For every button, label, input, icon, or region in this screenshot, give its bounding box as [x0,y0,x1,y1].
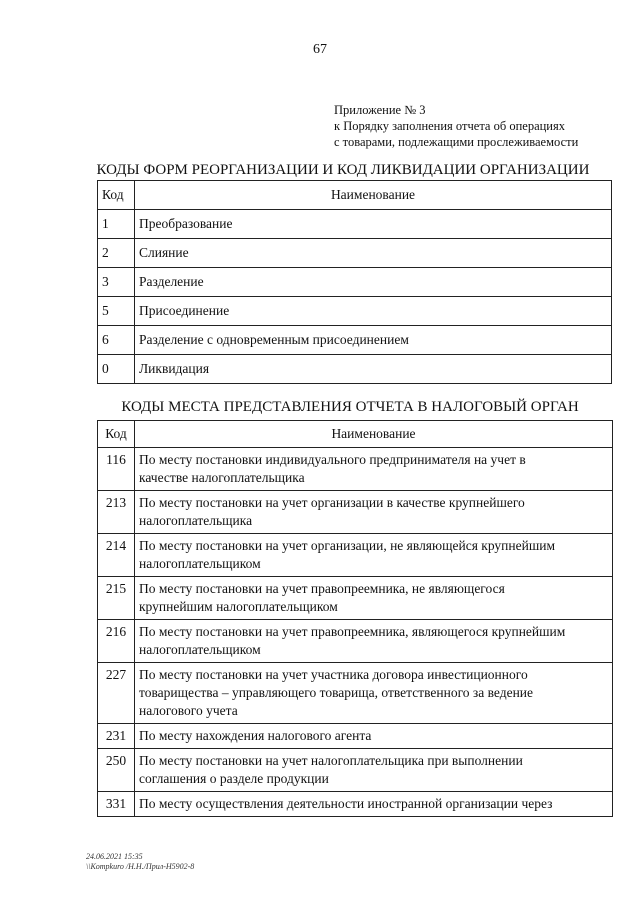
row-code: 213 [98,491,135,534]
row-name: Слияние [135,239,612,268]
row-code: 227 [98,663,135,724]
row-name [135,663,613,724]
table-row [98,326,612,355]
table-row [98,491,613,534]
table-row [98,210,612,239]
row-name: Ликвидация [135,355,612,384]
row-name-line: По месту постановки на учет участника договора инвестиционного [139,667,528,682]
row-code: 216 [98,620,135,663]
row-name-line: соглашения о разделе продукции [139,771,329,786]
row-code: 116 [98,448,135,491]
appendix-line-3: с товарами, подлежащими прослеживаемости [334,135,579,149]
footer-stamp [86,852,194,872]
table-row [98,268,612,297]
row-name-line: По месту осуществления деятельности иностранной организации через [139,796,553,811]
row-name [135,534,613,577]
table-row [98,792,613,817]
table2-title: КОДЫ МЕСТА ПРЕДСТАВЛЕНИЯ ОТЧЕТА В НАЛОГОВЫЙ ОРГАН [121,399,579,415]
row-name-line: качестве налогоплательщика [139,470,305,485]
header-name: Наименование [135,421,613,448]
table-row [98,239,612,268]
row-code: 250 [98,749,135,792]
header-name: Наименование [135,181,612,210]
row-name [135,491,613,534]
appendix-line-2: к Порядку заполнения отчета об операциях [334,119,565,133]
row-code: 231 [98,724,135,749]
row-name-line: По месту нахождения налогового агента [139,728,372,743]
table-row [98,577,613,620]
row-code: 1 [98,210,135,239]
row-code: 6 [98,326,135,355]
table-row [98,448,613,491]
row-code: 214 [98,534,135,577]
tax-office-place-codes-table [97,420,613,817]
row-name [135,749,613,792]
row-code: 0 [98,355,135,384]
row-code: 2 [98,239,135,268]
row-name-line: По месту постановки индивидуального предпринимателя на учет в [139,452,526,467]
row-name: Разделение с одновременным присоединением [135,326,612,355]
table-header-row [98,181,612,210]
row-code: 215 [98,577,135,620]
row-name [135,448,613,491]
footer-timestamp: 24.06.2021 15:35 [86,852,143,861]
row-name: Присоединение [135,297,612,326]
row-code: 331 [98,792,135,817]
reorganization-codes-table [97,180,612,384]
appendix-heading [334,102,578,150]
row-name: Разделение [135,268,612,297]
row-name-line: крупнейшим налогоплательщиком [139,599,338,614]
table-row [98,297,612,326]
row-name-line: По месту постановки на учет организации в качестве крупнейшего [139,495,525,510]
row-name-line: налогоплательщика [139,513,253,528]
table-row [98,749,613,792]
row-name [135,577,613,620]
row-name-line: По месту постановки на учет организации, не являющейся крупнейшим [139,538,556,553]
header-code: Код [98,181,135,210]
table-row [98,724,613,749]
row-name [135,792,613,817]
table-header-row [98,421,613,448]
appendix-line-1: Приложение № 3 [334,103,426,117]
table1-title: КОДЫ ФОРМ РЕОРГАНИЗАЦИИ И КОД ЛИКВИДАЦИИ ОРГАНИЗАЦИИ [96,162,590,178]
row-name-line: товарищества – управляющего товарища, ответственного за ведение [139,685,534,700]
table-row [98,663,613,724]
row-name [135,724,613,749]
row-name-line: налогоплательщиком [139,556,261,571]
row-name-line: По месту постановки на учет налогоплательщика при выполнении [139,753,523,768]
table-row [98,534,613,577]
footer-file-path: \\Kompkuro /Н.Н./Прил-Н5902-8 [86,862,195,871]
row-name-line: налогового учета [139,703,238,718]
row-name-line: По месту постановки на учет правопреемника, являющегося крупнейшим [139,624,566,639]
row-name-line: По месту постановки на учет правопреемника, не являющегося [139,581,505,596]
table-row [98,620,613,663]
row-name [135,620,613,663]
page-number: 67 [313,42,327,57]
row-name-line: налогоплательщиком [139,642,261,657]
row-code: 5 [98,297,135,326]
header-code: Код [98,421,135,448]
row-code: 3 [98,268,135,297]
table-row [98,355,612,384]
row-name: Преобразование [135,210,612,239]
